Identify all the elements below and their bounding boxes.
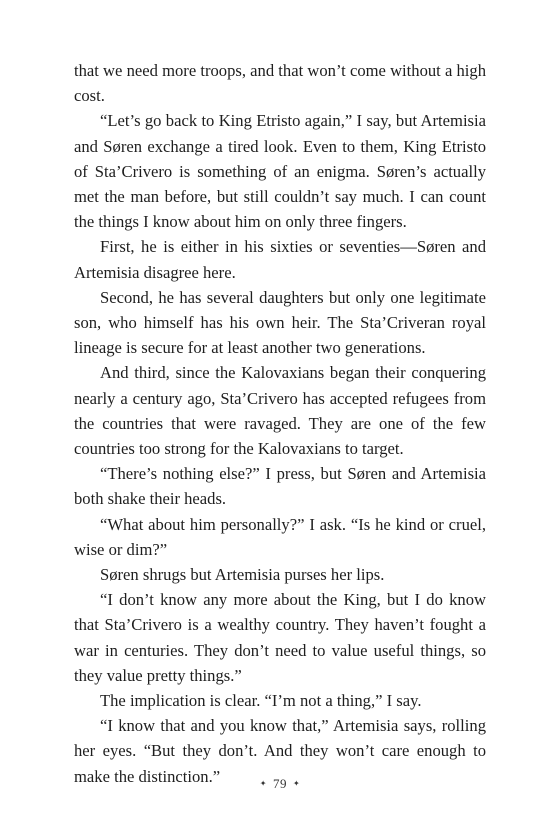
paragraph-8: Søren shrugs but Artemisia purses her lips. bbox=[100, 565, 385, 585]
ornament-right-icon: ✦ bbox=[293, 779, 301, 788]
paragraph-3: First, he is either in his sixties or seventies—Søren and Artemisia disagree here. bbox=[74, 237, 486, 282]
paragraph-7: “What about him personally?” I ask. “Is he kind or cruel, wise or dim?” bbox=[74, 514, 486, 559]
ornament-left-icon: ✦ bbox=[259, 779, 267, 788]
page-footer bbox=[0, 776, 560, 792]
paragraph-5: And third, since the Kalovaxians began their conquering nearly a century ago, Sta’Crivero has accepted refugees from the countries that were ravaged. They are one of the few countries too strong for the Kalovaxians to target. bbox=[74, 363, 486, 459]
paragraph-11: “I know that and you know that,” Artemisia says, rolling her eyes. “But they don’t. And they won’t care enough to make the distinction.” bbox=[74, 716, 486, 786]
page-body bbox=[74, 58, 486, 789]
paragraph-2: “Let’s go back to King Etristo again,” I say, but Artemisia and Søren exchange a tired look. Even to them, King Etristo of Sta’Crivero is something of an enigma. Søren’s actually met the man before, but still couldn’t say much. I can count the things I know about him on only three fingers. bbox=[74, 111, 486, 232]
page-number: 79 bbox=[273, 776, 287, 791]
paragraph-1: that we need more troops, and that won’t come without a high cost. bbox=[74, 61, 486, 106]
paragraph-6: “There’s nothing else?” I press, but Søren and Artemisia both shake their heads. bbox=[74, 464, 486, 509]
paragraph-9: “I don’t know any more about the King, but I do know that Sta’Crivero is a wealthy country. They haven’t fought a war in centuries. They don’t need to value useful things, so they value pretty things.” bbox=[74, 590, 486, 685]
paragraph-10: The implication is clear. “I’m not a thing,” I say. bbox=[100, 691, 422, 711]
paragraph-4: Second, he has several daughters but only one legitimate son, who himself has his own heir. The Sta’Criveran royal lineage is secure for at least another two generations. bbox=[74, 287, 486, 358]
